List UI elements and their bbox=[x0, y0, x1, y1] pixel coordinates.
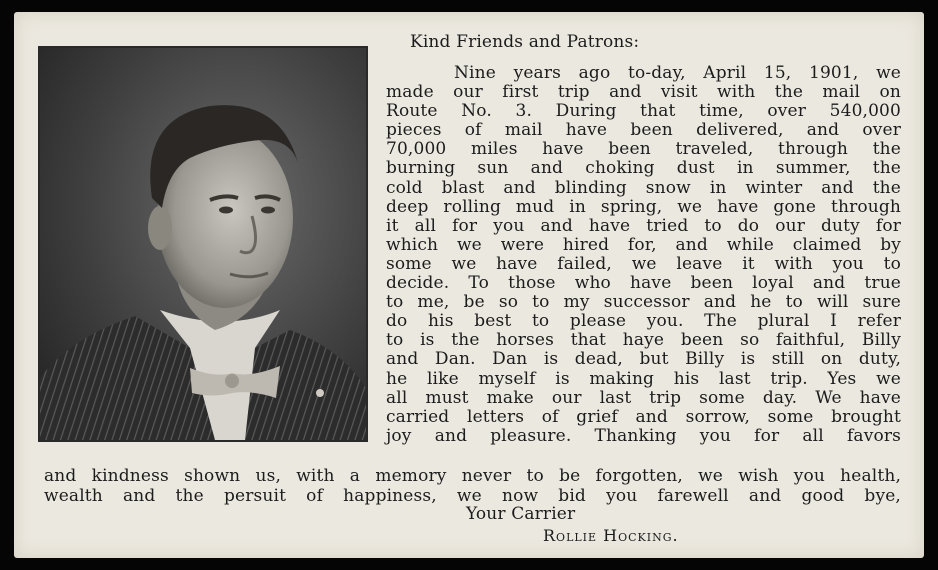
letter-line: to me, be so to my successor and he to will sure bbox=[386, 292, 901, 313]
letter-line: decide. To those who have been loyal and true bbox=[386, 273, 901, 294]
postcard bbox=[14, 12, 924, 558]
portrait-photo bbox=[38, 46, 368, 442]
letter-body-right bbox=[386, 64, 901, 446]
letter-line: pieces of mail have been delivered, and over bbox=[386, 120, 901, 141]
letter-line: joy and pleasure. Thanking you for all favors bbox=[386, 425, 901, 446]
letter-line: and Dan. Dan is dead, but Billy is still on duty, bbox=[386, 349, 901, 370]
signature: Rollie Hocking. bbox=[543, 526, 679, 545]
portrait-image bbox=[40, 48, 366, 440]
letter-line: and kindness shown us, with a memory never to be forgotten, we wish you health, bbox=[44, 466, 901, 486]
letter-line: 70,000 miles have been traveled, through the bbox=[386, 139, 901, 160]
letter-line: he like myself is making his last trip. Yes we bbox=[386, 368, 901, 389]
letter-line: deep rolling mud in spring, we have gone through bbox=[386, 196, 901, 217]
letter-line: all must make our last trip some day. We have bbox=[386, 387, 901, 408]
letter-line: it all for you and have tried to do our duty for bbox=[386, 215, 901, 236]
salutation: Kind Friends and Patrons: bbox=[410, 32, 640, 52]
letter-line: wealth and the persuit of happiness, we now bid you farewell and good bye, bbox=[44, 485, 901, 506]
letter-line: which we were hired for, and while claimed by bbox=[386, 234, 901, 255]
closing: Your Carrier bbox=[466, 504, 576, 524]
letter-line: burning sun and choking dust in summer, the bbox=[386, 158, 901, 179]
letter-line: Route No. 3. During that time, over 540,000 bbox=[386, 101, 901, 122]
letter-line: to is the horses that haye been so faithful, Billy bbox=[386, 330, 901, 351]
letter-line: cold blast and blinding snow in winter and the bbox=[386, 177, 901, 198]
letter-line: do his best to please you. The plural I refer bbox=[386, 311, 901, 332]
letter-body-full bbox=[44, 467, 901, 506]
letter-line: carried letters of grief and sorrow, some brought bbox=[386, 406, 901, 427]
letter-line: made our first trip and visit with the mail on bbox=[386, 82, 901, 103]
letter-line: Nine years ago to-day, April 15, 1901, we bbox=[454, 63, 901, 83]
letter-line: some we have failed, we leave it with you to bbox=[386, 253, 901, 274]
